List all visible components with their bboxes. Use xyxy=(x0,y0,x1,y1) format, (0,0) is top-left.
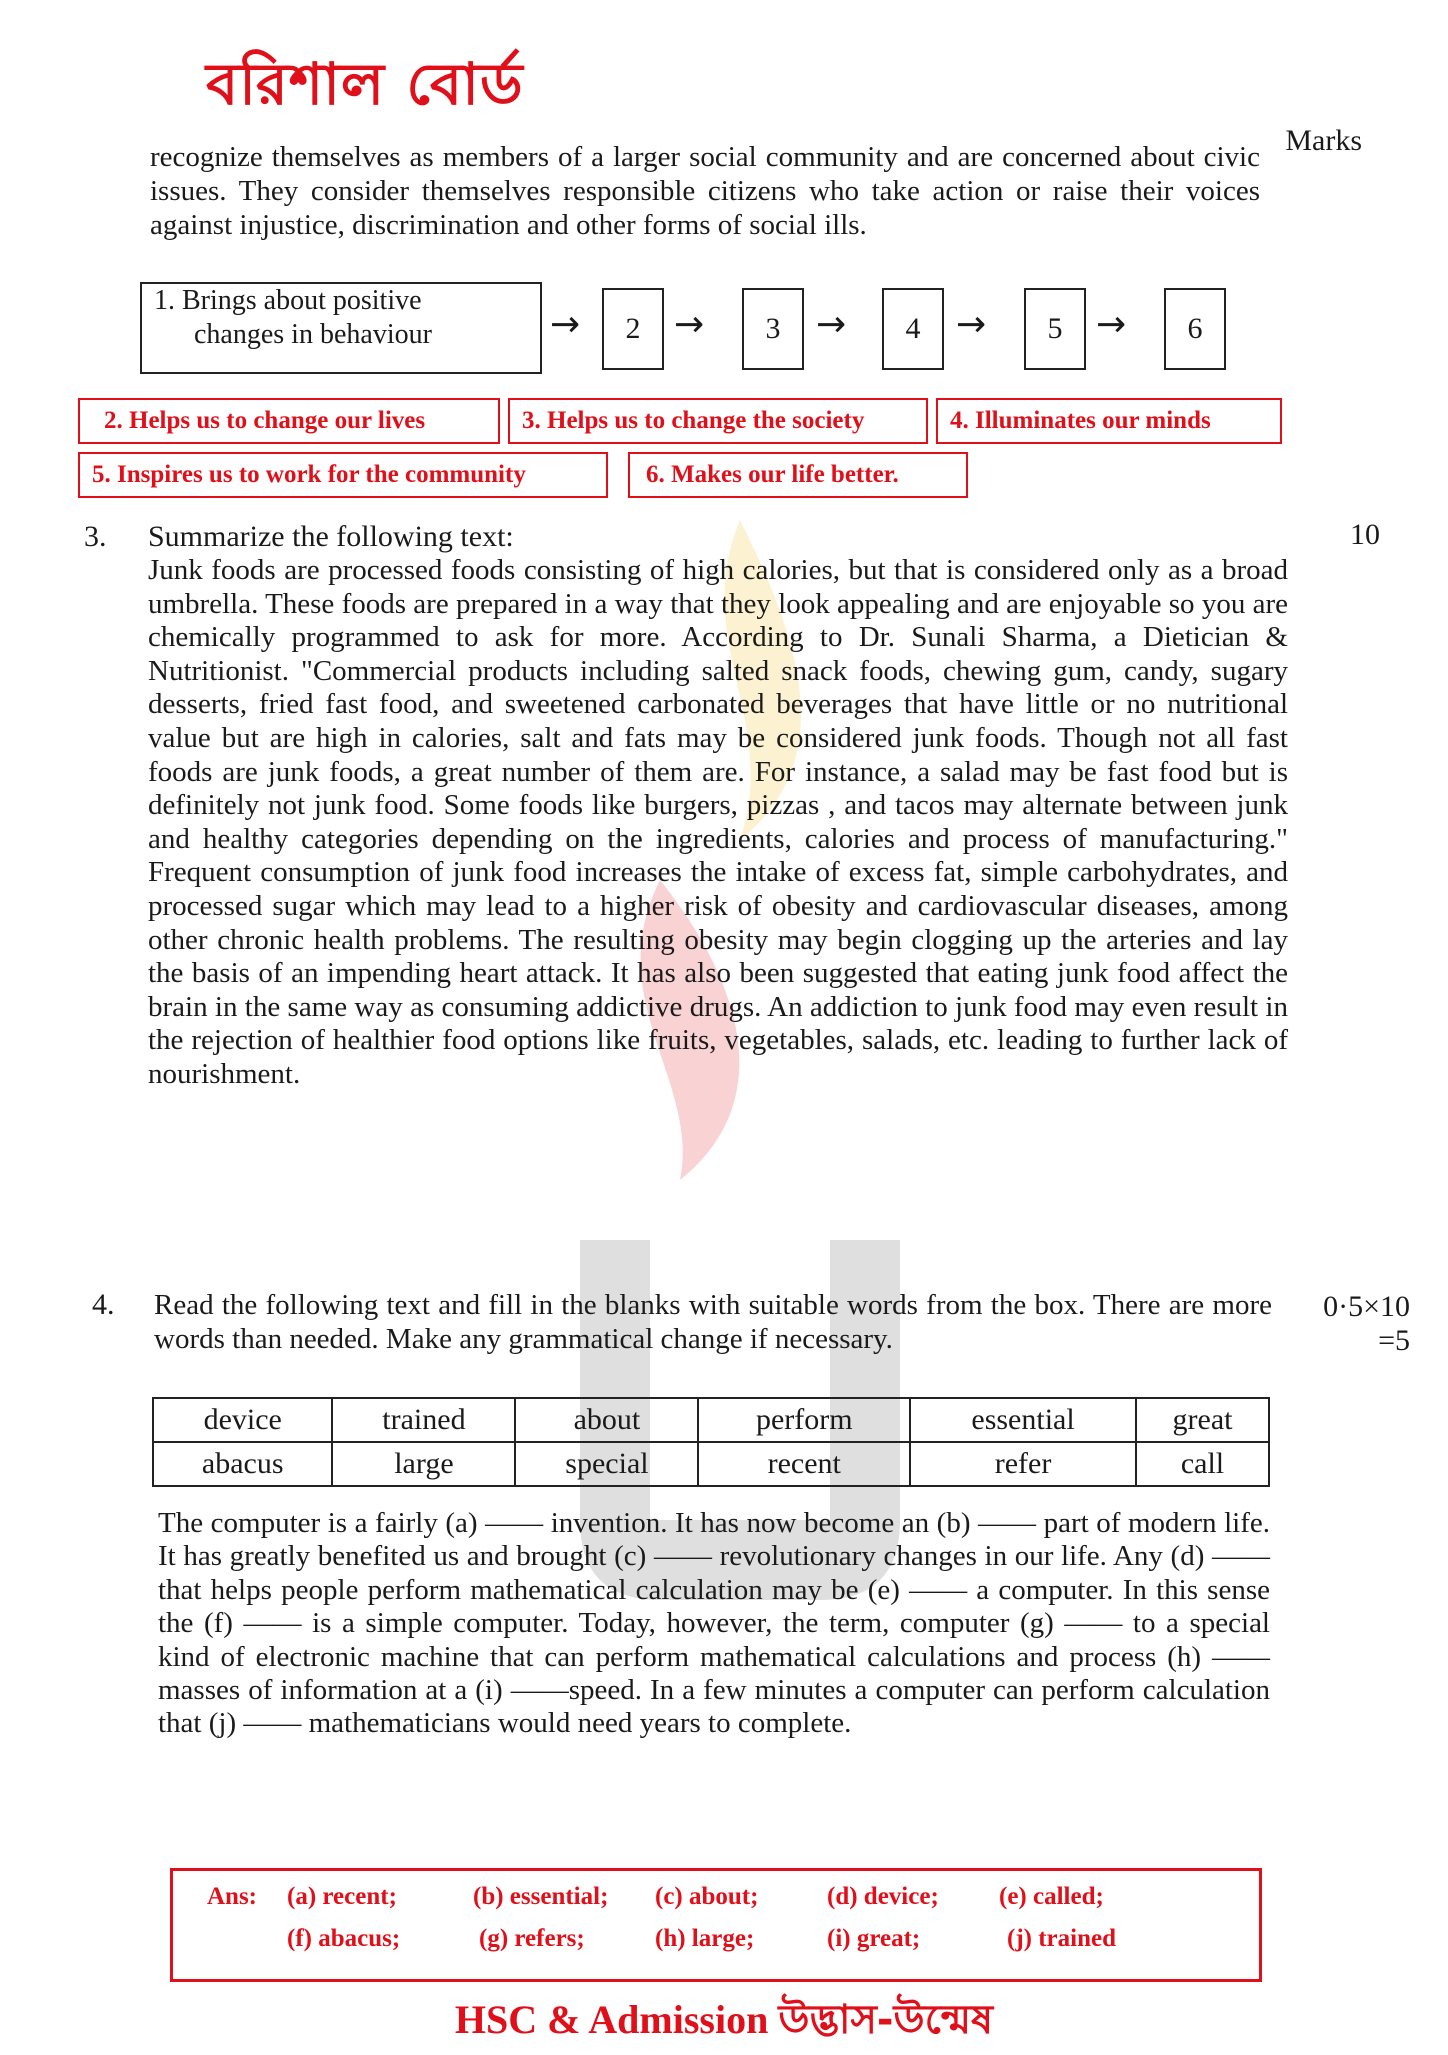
word-box-cell: device xyxy=(153,1398,332,1442)
flowchart-box-2: 2 xyxy=(602,288,664,370)
word-box-cell: refer xyxy=(910,1442,1136,1486)
answer-h: (h) large; xyxy=(655,1925,755,1952)
board-title: বরিশাল বোর্ড xyxy=(206,50,524,118)
question-3-number: 3. xyxy=(84,520,107,553)
arrow-right-icon: → xyxy=(550,304,581,345)
flow-answer-6: 6. Makes our life better. xyxy=(628,452,968,498)
answer-b: (b) essential; xyxy=(473,1883,609,1910)
word-box-cell: essential xyxy=(910,1398,1136,1442)
word-box-row xyxy=(153,1442,1269,1486)
question-3-passage: Junk foods are processed foods consisting of high calories, but that is considered only as a broad umbrella. These foods are prepared in a way that they look appealing and are enjoyable so you are chemically programmed to ask for more. According to Dr. Sunali Sharma, a Dietician & Nutritionist. "Commercial products including salted snack foods, chewing gum, candy, sugary desserts, fried fast food, and sweetened carbonated beverages that have little or no nutritional value but are high in calories, salt and fats may be considered junk foods. Though not all fast foods are junk foods, a great number of them are. For instance, a salad may be fast food but is definitely not junk food. Some foods like burgers, pizzas , and tacos may alternate between junk and healthy categories depending on the ingredients, calories and process of manufacturing." Frequent consumption of junk food increases the intake of excess fat, simple carbohydrates, and processed sugar which may lead to a higher risk of obesity and cardiovascular diseases, among other chronic health problems. The resulting obesity may begin clogging up the arteries and lay the basis of an impending heart attack. It has also been suggested that eating junk food affect the brain in the same way as consuming addictive drugs. An addiction to junk food may even result in the rejection of healthier food options like fruits, vegetables, salads, etc. leading to further lack of nourishment. xyxy=(148,554,1288,1090)
word-box-cell: abacus xyxy=(153,1442,332,1486)
word-box-table xyxy=(152,1397,1270,1487)
word-box-cell: great xyxy=(1136,1398,1269,1442)
intro-paragraph: recognize themselves as members of a larger social community and are concerned about civic issues. They consider themselves responsible citizens who take action or raise their voices against injustice, discrimination and other forms of social ills. xyxy=(150,141,1260,241)
answer-f: (f) abacus; xyxy=(287,1925,401,1952)
word-box-cell: trained xyxy=(332,1398,515,1442)
footer-brand xyxy=(0,1988,1448,2055)
arrow-right-icon: → xyxy=(674,304,705,345)
arrow-right-icon: → xyxy=(1096,304,1127,345)
question-4-marks-line1: 0·5×10 xyxy=(1323,1290,1410,1323)
footer-brand-latin: HSC & Admission xyxy=(454,1997,779,2042)
question-4-number: 4. xyxy=(92,1288,115,1321)
word-box-cell: perform xyxy=(698,1398,910,1442)
word-box-cell: call xyxy=(1136,1442,1269,1486)
question-4-marks-line2: =5 xyxy=(1378,1324,1410,1357)
arrow-right-icon: → xyxy=(816,304,847,345)
answer-j: (j) trained xyxy=(1007,1925,1116,1952)
word-box-cell: large xyxy=(332,1442,515,1486)
answer-a: (a) recent; xyxy=(287,1883,397,1910)
flowchart xyxy=(140,282,1260,374)
footer-brand-bangla: উদ্ভাস-উন্মেষ xyxy=(778,1997,994,2043)
word-box-row xyxy=(153,1398,1269,1442)
answer-c: (c) about; xyxy=(655,1883,759,1910)
flow-answer-5: 5. Inspires us to work for the community xyxy=(78,452,608,498)
flowchart-box-6: 6 xyxy=(1164,288,1226,370)
question-3-heading: Summarize the following text: xyxy=(148,520,514,553)
question-4-heading: Read the following text and fill in the blanks with suitable words from the box. There are more words than needed. Make any grammatical change if necessary. xyxy=(154,1289,1272,1355)
answer-i: (i) great; xyxy=(827,1925,921,1952)
word-box-cell: about xyxy=(515,1398,698,1442)
answer-e: (e) called; xyxy=(999,1883,1104,1910)
flowchart-first-box xyxy=(140,282,542,374)
answers-label: Ans: xyxy=(207,1883,258,1910)
flowchart-first-box-line2: changes in behaviour xyxy=(194,319,432,350)
arrow-right-icon: → xyxy=(956,304,987,345)
question-3-marks: 10 xyxy=(1350,518,1380,551)
flow-answer-2: 2. Helps us to change our lives xyxy=(78,398,500,444)
word-box-cell: recent xyxy=(698,1442,910,1486)
answer-d: (d) device; xyxy=(827,1883,939,1910)
flow-answer-4: 4. Illuminates our minds xyxy=(936,398,1282,444)
flowchart-box-5: 5 xyxy=(1024,288,1086,370)
answer-g: (g) refers; xyxy=(479,1925,585,1952)
flowchart-box-4: 4 xyxy=(882,288,944,370)
flowchart-box-3: 3 xyxy=(742,288,804,370)
marks-column-label: Marks xyxy=(1285,124,1362,157)
question-4-passage: The computer is a fairly (a) —— invention. It has now become an (b) —— part of modern life. It has greatly benefited us and brought (c) —— revolutionary changes in our life. Any (d) —— that helps people perform mathematical calculation may be (e) —— a computer. In this sense the (f) —— is a simple computer. Today, however, the term, computer (g) —— to a special kind of electronic machine that can perform mathematical calculations and process (h) —— masses of information at a (i) ——speed. In a few minutes a computer can perform calculation that (j) —— mathematicians would need years to complete. xyxy=(158,1507,1270,1740)
flow-answer-3: 3. Helps us to change the society xyxy=(508,398,928,444)
answers-box xyxy=(170,1868,1262,1982)
flowchart-first-box-line1: 1. Brings about positive xyxy=(154,285,422,316)
word-box-cell: special xyxy=(515,1442,698,1486)
